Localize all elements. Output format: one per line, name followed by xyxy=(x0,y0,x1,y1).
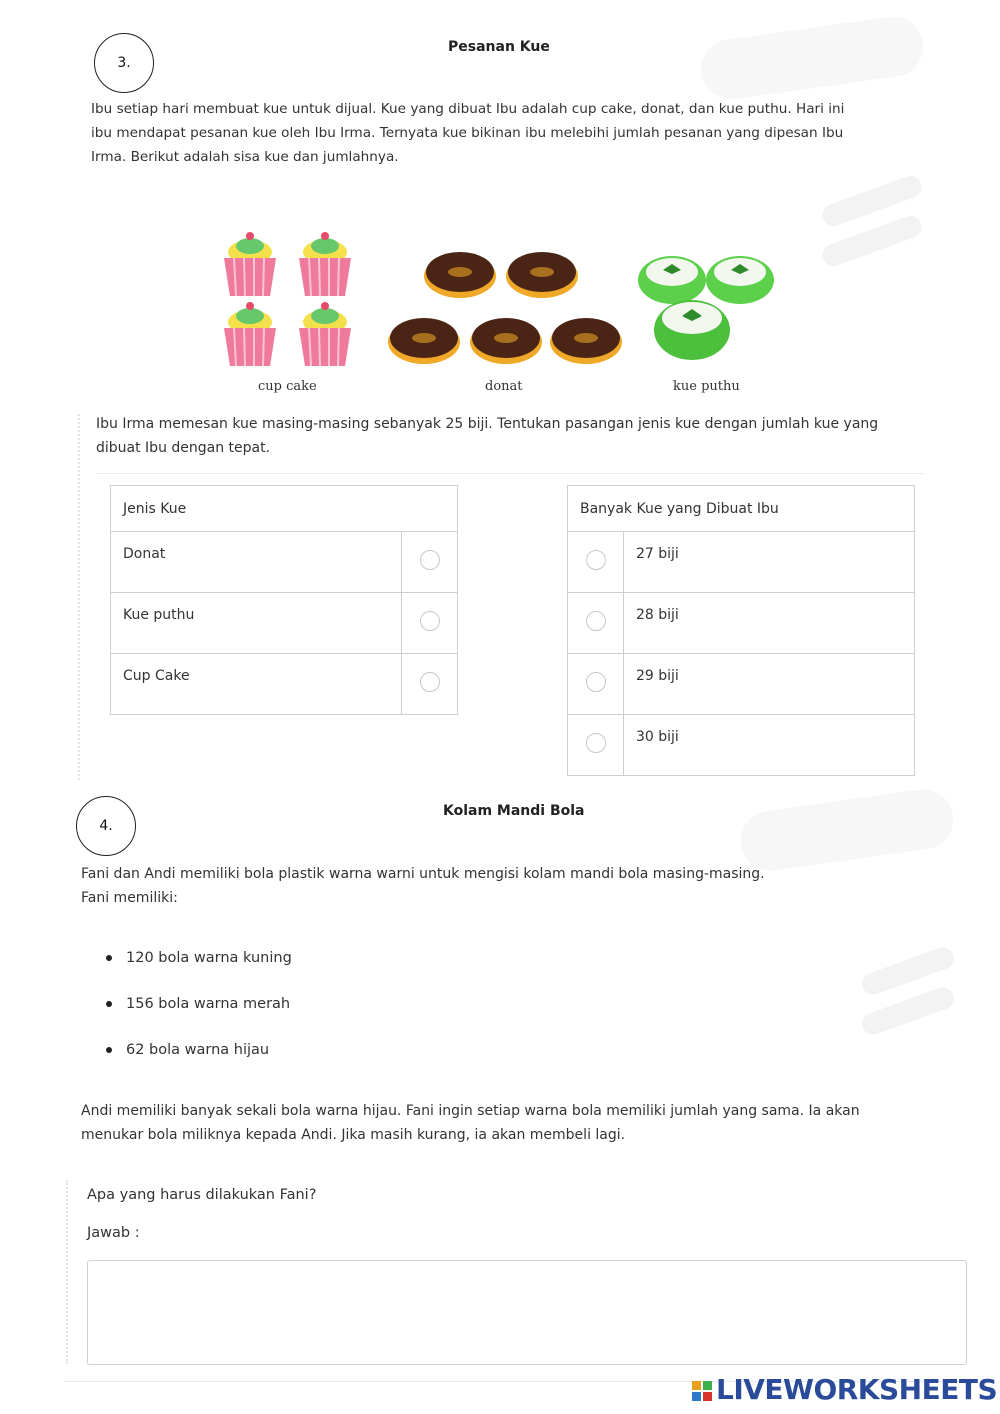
q4-title: Kolam Mandi Bola xyxy=(443,803,585,819)
q3-title: Pesanan Kue xyxy=(448,39,550,55)
match-radio-right-28[interactable] xyxy=(586,611,606,631)
banyak-kue-table xyxy=(567,485,915,776)
cupcake-icon xyxy=(224,232,351,366)
match-radio-left-cup-cake[interactable] xyxy=(420,672,440,692)
question-number-4: 4. xyxy=(76,796,136,856)
banyak-kue-header: Banyak Kue yang Dibuat Ibu xyxy=(568,486,915,532)
q4-intro: Fani dan Andi memiliki bola plastik warna warni untuk mengisi kolam mandi bola masing-masing. Fani memiliki: xyxy=(81,866,765,906)
q4-question: Apa yang harus dilakukan Fani? xyxy=(87,1187,317,1203)
list-item: 120 bola warna kuning xyxy=(82,946,292,992)
divider xyxy=(96,473,924,474)
answer-label: Jawab : xyxy=(87,1225,140,1241)
match-radio-left-kue-puthu[interactable] xyxy=(420,611,440,631)
q4-paragraph: Andi memiliki banyak sekali bola warna hijau. Fani ingin setiap warna bola memiliki jumlah yang sama. Ia akan menukar bola miliknya kepada Andi. Jika masih kurang, ia akan membeli lagi. xyxy=(81,1103,860,1143)
watermark-shape xyxy=(697,13,927,104)
list-item: 62 bola warna hijau xyxy=(82,1038,292,1084)
match-radio-right-27[interactable] xyxy=(586,550,606,570)
answer-textbox[interactable] xyxy=(87,1260,967,1365)
jenis-kue-table xyxy=(110,485,458,715)
jenis-kue-header: Jenis Kue xyxy=(111,486,458,532)
liveworksheets-logo-icon xyxy=(692,1381,712,1401)
caption-kue-puthu: kue puthu xyxy=(673,379,740,394)
banyak-kue-item: 28 biji xyxy=(624,593,915,654)
caption-donat: donat xyxy=(485,379,523,394)
kue-puthu-icon xyxy=(638,256,774,360)
jenis-kue-item: Kue puthu xyxy=(111,593,402,654)
banyak-kue-item: 27 biji xyxy=(624,532,915,593)
caption-cupcake: cup cake xyxy=(258,379,317,394)
logo-text: LIVEWORKSHEETS xyxy=(716,1373,998,1406)
q3-dotted-border xyxy=(78,414,80,780)
jenis-kue-item: Donat xyxy=(111,532,402,593)
liveworksheets-logo xyxy=(692,1373,997,1406)
ball-list xyxy=(82,946,292,1084)
match-radio-right-30[interactable] xyxy=(586,733,606,753)
q4-dotted-border xyxy=(66,1180,68,1364)
banyak-kue-item: 29 biji xyxy=(624,654,915,715)
donut-icon xyxy=(388,252,622,364)
banyak-kue-item: 30 biji xyxy=(624,715,915,776)
jenis-kue-item: Cup Cake xyxy=(111,654,402,715)
match-radio-left-donat[interactable] xyxy=(420,550,440,570)
list-item: 156 bola warna merah xyxy=(82,992,292,1038)
cake-illustration xyxy=(210,220,790,380)
match-radio-right-29[interactable] xyxy=(586,672,606,692)
question-number-3: 3. xyxy=(94,33,154,93)
q3-instruction: Ibu Irma memesan kue masing-masing sebanyak 25 biji. Tentukan pasangan jenis kue dengan jumlah kue yang dibuat Ibu dengan tepat. xyxy=(96,416,879,456)
q3-paragraph: Ibu setiap hari membuat kue untuk dijual. Kue yang dibuat Ibu adalah cup cake, donat, dan kue puthu. Hari ini ibu mendapat pesanan kue oleh Ibu Irma. Ternyata kue bikinan ibu melebihi jumlah pesanan yang dipesan Ibu Irma. Berikut adalah sisa kue dan jumlahnya. xyxy=(91,101,845,165)
